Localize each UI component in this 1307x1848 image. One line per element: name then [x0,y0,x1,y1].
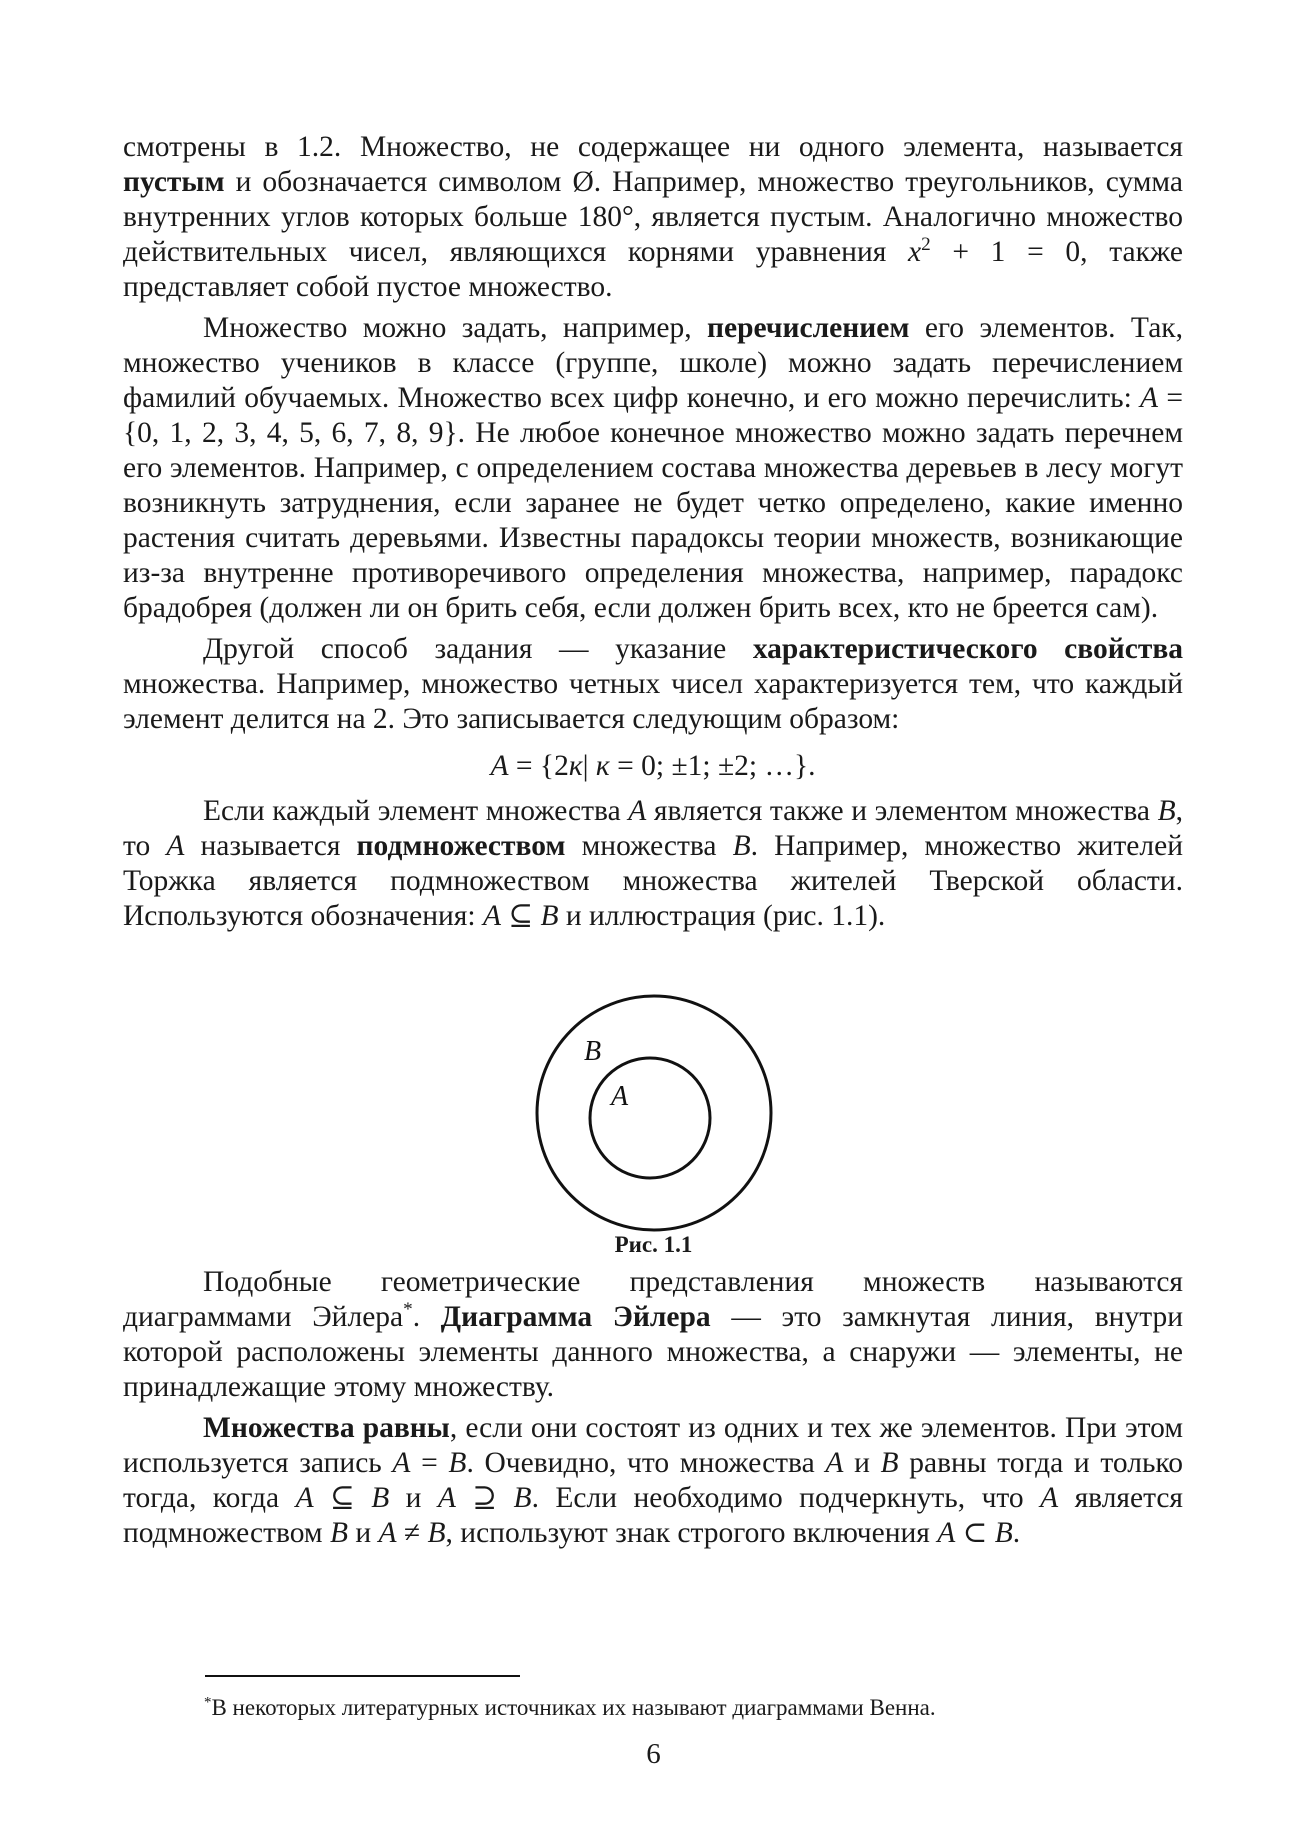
footnote-mark: * [403,1299,413,1321]
text: Если каждый элемент множества [203,795,629,827]
text: и [347,1517,379,1549]
var-b: B [880,1447,899,1479]
var-b: B [513,1482,532,1514]
subset-sign: ⊆ [500,900,541,932]
text: . Если необходимо подчеркнуть, что [531,1482,1041,1514]
footnote-divider [205,1675,520,1677]
text: — это замкнутая линия, внутри которой расположены элементы данного множества, а снаружи — элементы, не принадлежащие этому множеству. [123,1301,1184,1403]
footnote [204,1695,936,1721]
text: , то [123,795,1183,862]
text: является также и элементом множества [646,795,1158,827]
text: . Например, множество жителей Торжка является подмножеством множества жителей Тверской области. Используются обозначения: [123,830,1183,932]
text: ⊂ [955,1517,995,1549]
term-empty: пустым [123,166,225,198]
footnote-text: В некоторых литературных источниках их называют диаграммами Венна. [211,1695,936,1720]
text: смотрены в 1.2. Множество, не содержащее ни одного элемента, называется [123,131,1183,163]
paragraph-equal-sets [123,1411,1183,1551]
text: множества [565,830,733,862]
term-enumeration: перечислением [707,312,910,344]
outer-circle-b [537,996,771,1230]
text: = 0; ±1; ±2; …}. [609,750,816,782]
text: Другой способ задания — указание [203,633,753,665]
var-a: A [1040,1482,1059,1514]
text: и [389,1482,438,1514]
figure-caption: Рис. 1.1 [614,1232,693,1257]
var-a: A [378,1517,397,1549]
euler-diagram [534,993,774,1233]
var-a: A [628,795,647,827]
text: . [1012,1517,1021,1549]
var-b: B [732,830,751,862]
var-b: B [427,1517,446,1549]
text: . [412,1301,441,1333]
var-a: A [937,1517,956,1549]
text: равны тогда и только тогда, когда [123,1447,1183,1514]
footnote-mark: * [204,1694,212,1711]
text: = {2 [508,750,569,782]
text: ⊇ [455,1482,514,1514]
term-subset: подмножеством [356,830,566,862]
text: , если они состоят из одних и тех же элементов. При этом используется запись [123,1412,1183,1479]
var-b: B [448,1447,467,1479]
term-characteristic: характеристического свойства [752,633,1183,665]
text: множества. Например, множество четных чисел характеризуется тем, что каждый элемент делится на 2. Это записывается следующим образом: [123,668,1183,735]
text: является подмножеством [123,1482,1183,1549]
text: ≠ [396,1517,428,1549]
var-k: к [568,750,583,782]
var-b: B [329,1517,348,1549]
term-equal-sets: Множества равны [203,1412,450,1444]
text: = {0, 1, 2, 3, 4, 5, 6, 7, 8, 9}. Не любое конечное множество можно задать перечнем его элементов. Например, с определением состава множества деревьев в лесу могут возникнуть затруднения, если заранее не будет четко определено, какие именно растения считать деревьями. Известны парадоксы теории множеств, возникающие из-за внутренне противоречивого определения множества, например, парадокс брадобрея (должен ли он брить себя, если должен брить всех, кто не бреется сам). [123,382,1183,624]
text: называется [184,830,357,862]
var-b: B [1157,795,1176,827]
exponent: 2 [921,234,931,256]
text: . Очевидно, что множества [466,1447,826,1479]
text: и [843,1447,881,1479]
page-number: 6 [646,1738,661,1770]
text: Множество можно задать, например, [203,312,708,344]
inner-circle-a [590,1058,710,1178]
paragraph-euler [123,1265,1183,1405]
var-a: A [482,900,501,932]
paragraph-characteristic [123,632,1183,737]
var-k: к [595,750,610,782]
var-x: x [907,236,922,268]
var-b: B [371,1482,390,1514]
text-block-top [123,130,1183,934]
var-a: A [166,830,185,862]
text: ⊆ [313,1482,372,1514]
text: , используют знак строгого включения [445,1517,938,1549]
text: | [582,750,596,782]
label-a: A [611,1081,629,1112]
term-euler: Диаграмма Эйлера [440,1301,711,1333]
var-a: A [825,1447,844,1479]
text: + 1 = 0, также представляет собой пустое множество. [123,236,1183,303]
var-b: B [540,900,559,932]
paragraph-empty-set [123,130,1183,305]
var-a: A [392,1447,411,1479]
paragraph-subset [123,794,1183,934]
var-a: A [295,1482,314,1514]
var-b: B [994,1517,1013,1549]
text-block-bottom [123,1265,1183,1551]
var-a: A [1140,382,1159,414]
paragraph-enumeration [123,311,1183,626]
text: и обозначается символом Ø. Например, множество треугольников, сумма внутренних углов которых больше 180°, является пустым. Аналогично множество действительных чисел, являющихся корнями уравнения [123,166,1183,268]
text: и иллюстрация (рис. 1.1). [558,900,886,932]
text: Подобные геометрические представления множеств называются диаграммами Эйлера [123,1266,1183,1333]
label-b: B [584,1036,602,1067]
var-a: A [437,1482,456,1514]
text: = [410,1447,449,1479]
formula-even-numbers [123,749,1183,784]
text: его элементов. Так, множество учеников в классе (группе, школе) можно задать перечислением фамилий обучаемых. Множество всех цифр конечно, и его можно перечислить: [123,312,1183,414]
var-a: A [490,750,509,782]
